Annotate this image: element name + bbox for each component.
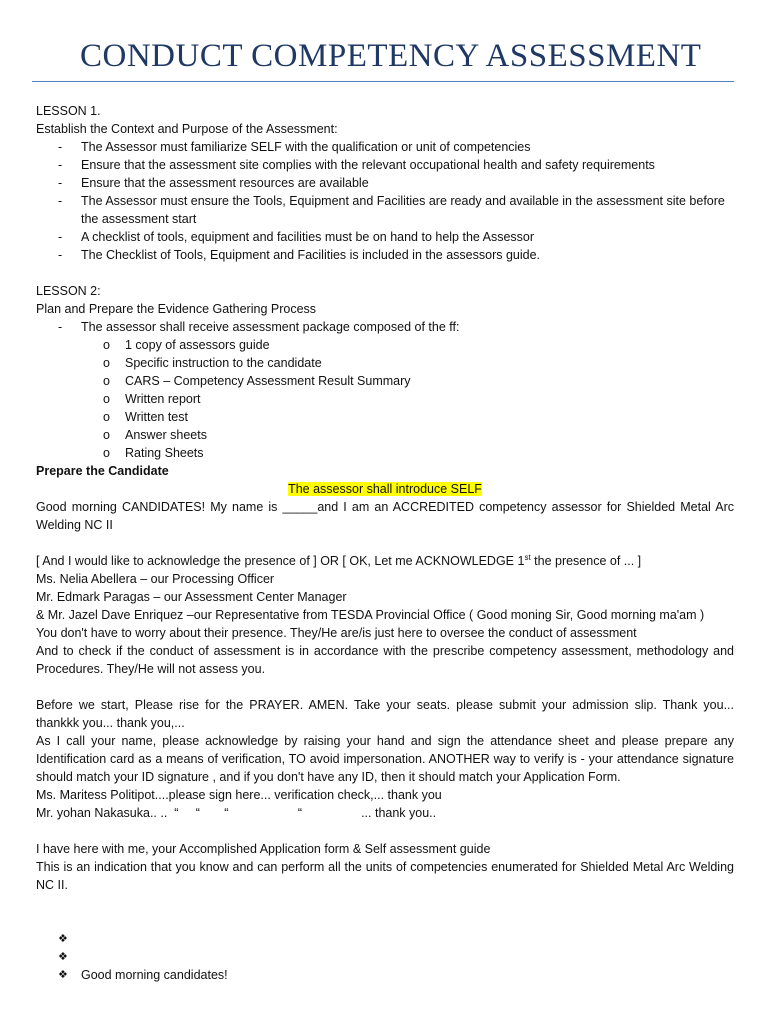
list-item [36,390,734,408]
list-item [36,336,734,354]
lesson2-heading: LESSON 2: [36,284,101,298]
circle-bullet: o [103,428,110,442]
maritess-line: Ms. Maritess Politipot....please sign here... verification check,... thank you [36,788,442,802]
lesson2-subheading: Plan and Prepare the Evidence Gathering Process [36,302,317,316]
list-item [36,246,734,264]
circle-bullet: o [103,356,110,370]
list-item-text: Written report [125,392,201,406]
list-item-text: Ensure that the assessment resources are available [81,176,369,190]
call-paragraph: As I call your name, please acknowledge by raising your hand and sign the attendance sheet and please prepare any Identification card as a means of verification, TO avoid impersonation. ANOTHER way to verify is - your attendance signature should match your ID signature , and if you don't have any ID, then it should match your Application Form. [36,734,734,784]
accomplished-line: I have here with me, your Accomplished Application form & Self assessment guide [36,842,491,856]
list-item [36,174,734,192]
list-item [36,156,734,174]
dash-bullet: - [58,158,63,172]
closing-list [36,930,734,984]
prepare-heading: Prepare the Candidate [36,464,169,478]
circle-bullet: o [103,392,110,406]
list-item [36,408,734,426]
list-item-text: The Checklist of Tools, Equipment and Facilities is included in the assessors guide. [81,248,541,262]
circle-bullet: o [103,374,110,388]
list-item-text: Ensure that the assessment site complies with the relevant occupational health and safety requirements [81,158,655,172]
list-item-text: Rating Sheets [125,446,204,460]
greeting-paragraph: Good morning CANDIDATES! My name is _____and I am an ACCREDITED competency assessor for Shielded Metal Arc Welding NC II [36,500,734,532]
dash-bullet: - [58,140,63,154]
list-item-text: The assessor shall receive assessment package composed of the ff: [81,320,460,334]
dash-bullet: - [58,194,63,208]
dash-bullet: - [58,248,63,262]
check-paragraph: And to check if the conduct of assessment is in accordance with the prescribe competency assessment, methodology and Procedures. They/He will not assess you. [36,644,734,676]
list-item [36,930,734,948]
list-item-text: A checklist of tools, equipment and facilities must be on hand to help the Assessor [81,230,535,244]
dash-bullet: - [58,320,63,334]
diamond-bullet-icon: ❖ [58,968,68,981]
circle-bullet: o [103,338,110,352]
list-item [36,426,734,444]
lesson1-heading: LESSON 1. [36,104,101,118]
circle-bullet: o [103,446,110,460]
diamond-bullet-icon: ❖ [58,932,68,945]
highlighted-instruction: The assessor shall introduce SELF [288,482,482,496]
document-body [36,102,734,984]
diamond-bullet-icon: ❖ [58,950,68,963]
list-item-text: 1 copy of assessors guide [125,338,270,352]
list-item-text: CARS – Competency Assessment Result Summary [125,374,411,388]
list-item [36,318,734,336]
list-item-text: Written test [125,410,188,424]
list-item [36,948,734,966]
document-title: CONDUCT COMPETENCY ASSESSMENT [80,38,702,74]
list-item [36,138,734,156]
list-item [36,966,734,984]
lesson2-list [36,318,734,336]
list-item [36,354,734,372]
person-center-manager: Mr. Edmark Paragas – our Assessment Center Manager [36,590,347,604]
list-item [36,444,734,462]
circle-bullet: o [103,410,110,424]
dash-bullet: - [58,176,63,190]
worry-line: You don't have to worry about their presence. They/He are/is just here to oversee the conduct of assessment [36,626,637,640]
person-processing-officer: Ms. Nelia Abellera – our Processing Officer [36,572,275,586]
list-item [36,228,734,246]
lesson1-list [36,138,734,264]
list-item [36,372,734,390]
title-underline [32,81,734,82]
lesson1-subheading: Establish the Context and Purpose of the Assessment: [36,122,338,136]
list-item-text: The Assessor must ensure the Tools, Equipment and Facilities are ready and available in the assessment site before the assessment start [81,194,725,226]
list-item-text: Answer sheets [125,428,207,442]
list-item-text: Specific instruction to the candidate [125,356,322,370]
list-item-text: The Assessor must familiarize SELF with the qualification or unit of competencies [81,140,531,154]
list-item [36,192,734,228]
indication-paragraph: This is an indication that you know and can perform all the units of competencies enumerated for Shielded Metal Arc Welding NC II. [36,860,734,892]
prayer-paragraph: Before we start, Please rise for the PRAYER. AMEN. Take your seats. please submit your admission slip. Thank you... thankkk you... thank you,... [36,698,734,730]
assessment-package-list [36,336,734,462]
acknowledge-line: [ And I would like to acknowledge the presence of ] OR [ OK, Let me ACKNOWLEDGE 1st the presence of ... ] [36,552,642,568]
closing-greeting: Good morning candidates! [81,968,228,982]
person-tesda-representative: & Mr. Jazel Dave Enriquez –our Representative from TESDA Provincial Office ( Good moning Sir, Good morning ma'am ) [36,608,705,622]
dash-bullet: - [58,230,63,244]
yohan-line: Mr. yohan Nakasuka.. .. “ “ “ “ ... thank you.. [36,806,437,820]
